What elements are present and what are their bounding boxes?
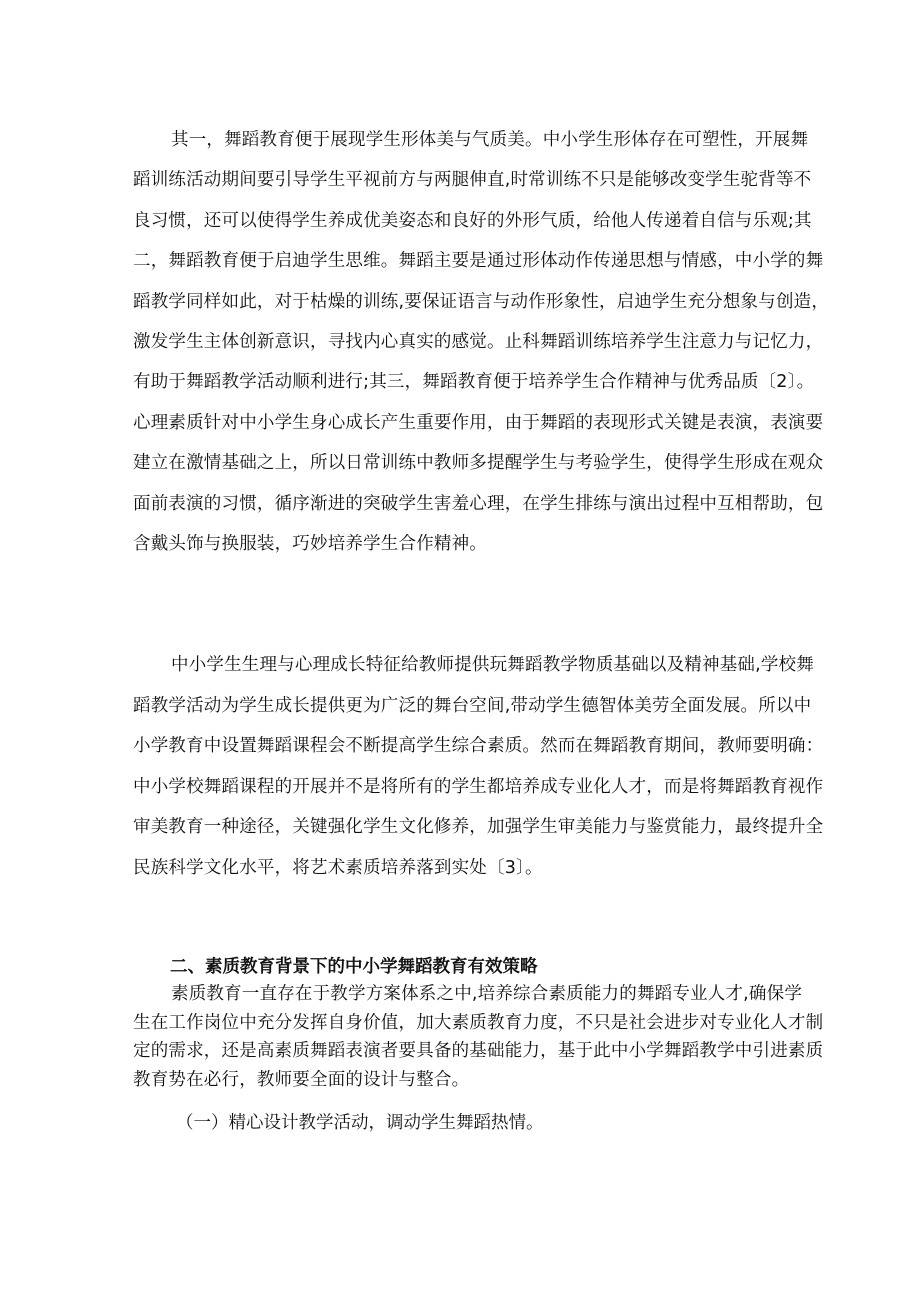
- paragraph-line: 激发学生主体创新意识，寻找内心真实的感觉。止科舞蹈训练培养学生注意力与记忆力，: [133, 332, 824, 353]
- section-heading: 二、素质教育背景下的中小学舞蹈教育有效策略: [170, 957, 538, 977]
- paragraph-line: 审美教育一种途径，关键强化学生文化修养，加强学生审美能力与鉴赏能力，最终提升全: [133, 817, 824, 838]
- paragraph-line: 中小学生生理与心理成长特征给教师提供玩舞蹈教学物质基础以及精神基础,学校舞: [171, 655, 814, 675]
- paragraph-3: [133, 980, 824, 1094]
- paragraph-2: [133, 645, 824, 889]
- paragraph-line: 素质教育一直存在于教学方案体系之中,培养综合素质能力的舞蹈专业人才,确保学: [171, 984, 803, 1004]
- paragraph-line: 蹈教学活动为学生成长提供更为广泛的舞台空间,带动学生德智体美劳全面发展。所以中: [133, 695, 812, 716]
- paragraph-1: [133, 120, 830, 564]
- paragraph-line: 民族科学文化水平，将艺术素质培养落到实处〔3〕。: [133, 857, 543, 878]
- paragraph-line: 面前表演的习惯，循序渐进的突破学生害羞心理，在学生排练与演出过程中互相帮助，包: [133, 493, 824, 514]
- paragraph-line: 蹈教学同样如此，对于枯燥的训练,要保证语言与动作形象性，启迪学生充分想象与创造，: [133, 291, 830, 312]
- subsection-heading: （一）精心设计教学活动，调动学生舞蹈热情。: [176, 1113, 544, 1133]
- paragraph-line: 二，舞蹈教育便于启迪学生思维。舞蹈主要是通过形体动作传递思想与情感，中小学的舞: [133, 251, 824, 272]
- paragraph-line: 教育势在必行，教师要全面的设计与整合。: [133, 1069, 470, 1090]
- paragraph-line: 其一，舞蹈教育便于展现学生形体美与气质美。中小学生形体存在可塑性，开展舞: [171, 130, 809, 150]
- paragraph-line: 心理素质针对中小学生身心成长产生重要作用，由于舞蹈的表现形式关键是表演，表演要: [133, 412, 824, 433]
- paragraph-line: 蹈训练活动期间要引导学生平视前方与两腿伸直,时常训练不只是能够改变学生驼背等不: [133, 170, 812, 191]
- paragraph-line: 含戴头饰与换服装，巧妙培养学生合作精神。: [133, 534, 487, 555]
- paragraph-line: 生在工作岗位中充分发挥自身价值，加大素质教育力度，不只是社会进步对专业化人才制: [133, 1012, 824, 1033]
- paragraph-line: 建立在激情基础之上，所以日常训练中教师多提醒学生与考验学生，使得学生形成在观众: [133, 453, 824, 474]
- paragraph-line: 定的需求，还是高素质舞蹈表演者要具备的基础能力，基于此中小学舞蹈教学中引进素质: [133, 1041, 824, 1061]
- paragraph-line: 有助于舞蹈教学活动顺利进行;其三，舞蹈教育便于培养学生合作精神与优秀品质〔2〕。: [133, 372, 815, 393]
- paragraph-line: 小学教育中设置舞蹈课程会不断提高学生综合素质。然而在舞蹈教育期间，教师要明确：: [133, 736, 824, 757]
- paragraph-line: 良习惯，还可以使得学生养成优美姿态和良好的外形气质，给他人传递着自信与乐观;其: [133, 210, 812, 231]
- paragraph-line: 中小学校舞蹈课程的开展并不是将所有的学生都培养成专业化人才，而是将舞蹈教育视作: [133, 776, 824, 797]
